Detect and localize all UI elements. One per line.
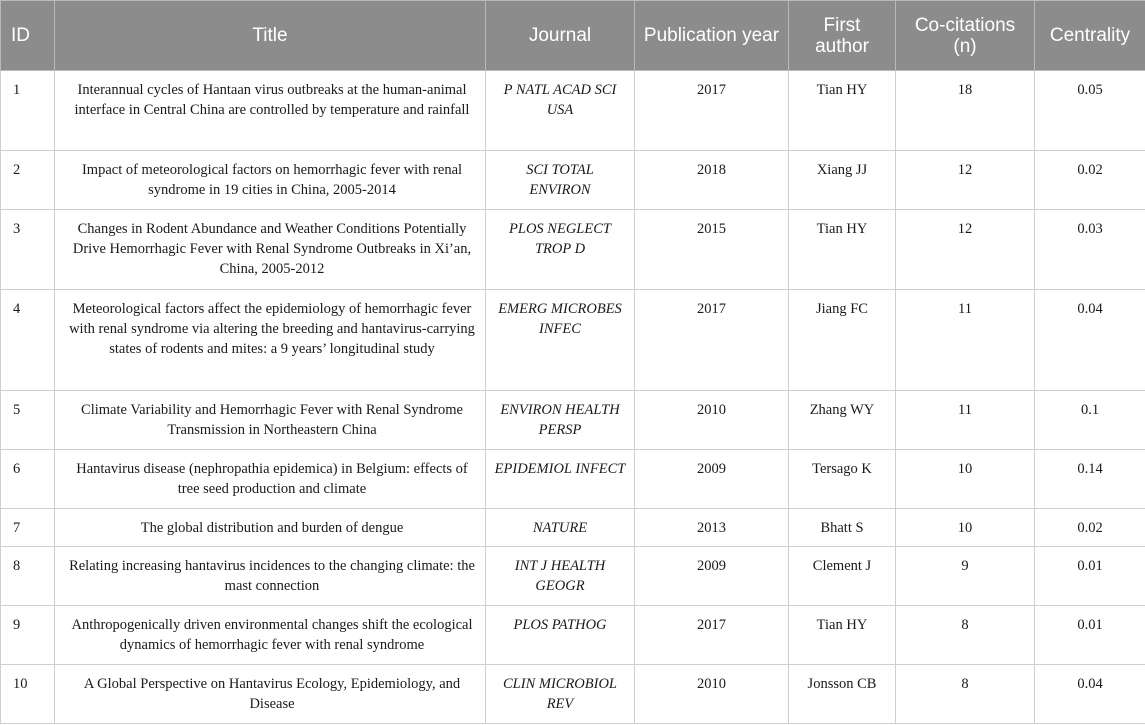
cell-id: 10 — [1, 665, 55, 724]
table-row — [1, 391, 1145, 450]
table-row — [1, 151, 1145, 210]
cell-id: 1 — [1, 71, 55, 151]
cell-year: 2009 — [635, 547, 789, 606]
table-row — [1, 210, 1145, 290]
cell-id: 9 — [1, 606, 55, 665]
cell-centrality: 0.03 — [1035, 210, 1145, 290]
cell-journal: PLOS PATHOG — [486, 606, 635, 665]
cell-journal: SCI TOTAL ENVIRON — [486, 151, 635, 210]
cell-journal: INT J HEALTH GEOGR — [486, 547, 635, 606]
cell-centrality: 0.04 — [1035, 665, 1145, 724]
cell-title: Climate Variability and Hemorrhagic Fever with Renal Syndrome Transmission in Northeastern China — [55, 391, 486, 450]
cell-cocitations: 12 — [896, 210, 1035, 290]
cell-year: 2015 — [635, 210, 789, 290]
cell-cocitations: 12 — [896, 151, 1035, 210]
cell-centrality: 0.02 — [1035, 151, 1145, 210]
cell-journal: NATURE — [486, 509, 635, 547]
cell-cocitations: 11 — [896, 391, 1035, 450]
cell-title: Hantavirus disease (nephropathia epidemica) in Belgium: effects of tree seed production and climate — [55, 450, 486, 509]
cell-centrality: 0.01 — [1035, 547, 1145, 606]
header-journal: Journal — [486, 1, 635, 71]
table-row — [1, 606, 1145, 665]
cell-title: Anthropogenically driven environmental changes shift the ecological dynamics of hemorrhagic fever with renal syndrome — [55, 606, 486, 665]
cell-author: Xiang JJ — [789, 151, 896, 210]
cell-cocitations: 9 — [896, 547, 1035, 606]
cell-year: 2009 — [635, 450, 789, 509]
cell-author: Zhang WY — [789, 391, 896, 450]
table-row — [1, 547, 1145, 606]
cell-id: 5 — [1, 391, 55, 450]
cell-centrality: 0.05 — [1035, 71, 1145, 151]
header-publication-year: Publication year — [635, 1, 789, 71]
cell-journal: P NATL ACAD SCI USA — [486, 71, 635, 151]
cell-journal: CLIN MICROBIOL REV — [486, 665, 635, 724]
header-co-citations: Co-citations (n) — [896, 1, 1035, 71]
table-row — [1, 509, 1145, 547]
cell-cocitations: 8 — [896, 665, 1035, 724]
cell-year: 2017 — [635, 606, 789, 665]
cell-journal: ENVIRON HEALTH PERSP — [486, 391, 635, 450]
cell-centrality: 0.04 — [1035, 290, 1145, 391]
table-row — [1, 665, 1145, 724]
cell-title: Impact of meteorological factors on hemorrhagic fever with renal syndrome in 19 cities in China, 2005-2014 — [55, 151, 486, 210]
cell-author: Bhatt S — [789, 509, 896, 547]
cell-journal: PLOS NEGLECT TROP D — [486, 210, 635, 290]
cell-centrality: 0.01 — [1035, 606, 1145, 665]
header-centrality: Centrality — [1035, 1, 1145, 71]
cell-id: 8 — [1, 547, 55, 606]
cell-centrality: 0.02 — [1035, 509, 1145, 547]
table-row — [1, 450, 1145, 509]
cell-cocitations: 18 — [896, 71, 1035, 151]
cell-year: 2013 — [635, 509, 789, 547]
cell-id: 6 — [1, 450, 55, 509]
cell-journal: EPIDEMIOL INFECT — [486, 450, 635, 509]
cell-centrality: 0.1 — [1035, 391, 1145, 450]
cell-id: 3 — [1, 210, 55, 290]
cell-title: The global distribution and burden of dengue — [55, 509, 486, 547]
cell-cocitations: 8 — [896, 606, 1035, 665]
table-row — [1, 290, 1145, 391]
cell-title: Relating increasing hantavirus incidences to the changing climate: the mast connection — [55, 547, 486, 606]
cell-author: Tian HY — [789, 210, 896, 290]
cell-author: Tersago K — [789, 450, 896, 509]
cell-author: Jiang FC — [789, 290, 896, 391]
cell-year: 2017 — [635, 290, 789, 391]
cell-title: Interannual cycles of Hantaan virus outbreaks at the human-animal interface in Central China are controlled by temperature and rainfall — [55, 71, 486, 151]
cell-cocitations: 11 — [896, 290, 1035, 391]
header-first-author: First author — [789, 1, 896, 71]
cell-year: 2010 — [635, 391, 789, 450]
header-title: Title — [55, 1, 486, 71]
cell-journal: EMERG MICROBES INFEC — [486, 290, 635, 391]
cell-id: 2 — [1, 151, 55, 210]
cell-id: 7 — [1, 509, 55, 547]
cell-title: Changes in Rodent Abundance and Weather Conditions Potentially Drive Hemorrhagic Fever with Renal Syndrome Outbreaks in Xi’an, China, 2005-2012 — [55, 210, 486, 290]
cell-year: 2010 — [635, 665, 789, 724]
cell-author: Tian HY — [789, 71, 896, 151]
cell-id: 4 — [1, 290, 55, 391]
cell-title: Meteorological factors affect the epidemiology of hemorrhagic fever with renal syndrome via altering the breeding and hantavirus-carrying states of rodents and mites: a 9 years’ longitudinal study — [55, 290, 486, 391]
cell-author: Jonsson CB — [789, 665, 896, 724]
cell-author: Tian HY — [789, 606, 896, 665]
table-row — [1, 71, 1145, 151]
cell-centrality: 0.14 — [1035, 450, 1145, 509]
cell-year: 2017 — [635, 71, 789, 151]
cell-cocitations: 10 — [896, 509, 1035, 547]
header-row — [1, 1, 1145, 71]
cell-author: Clement J — [789, 547, 896, 606]
cell-cocitations: 10 — [896, 450, 1035, 509]
cell-title: A Global Perspective on Hantavirus Ecology, Epidemiology, and Disease — [55, 665, 486, 724]
cell-year: 2018 — [635, 151, 789, 210]
header-id: ID — [1, 1, 55, 71]
